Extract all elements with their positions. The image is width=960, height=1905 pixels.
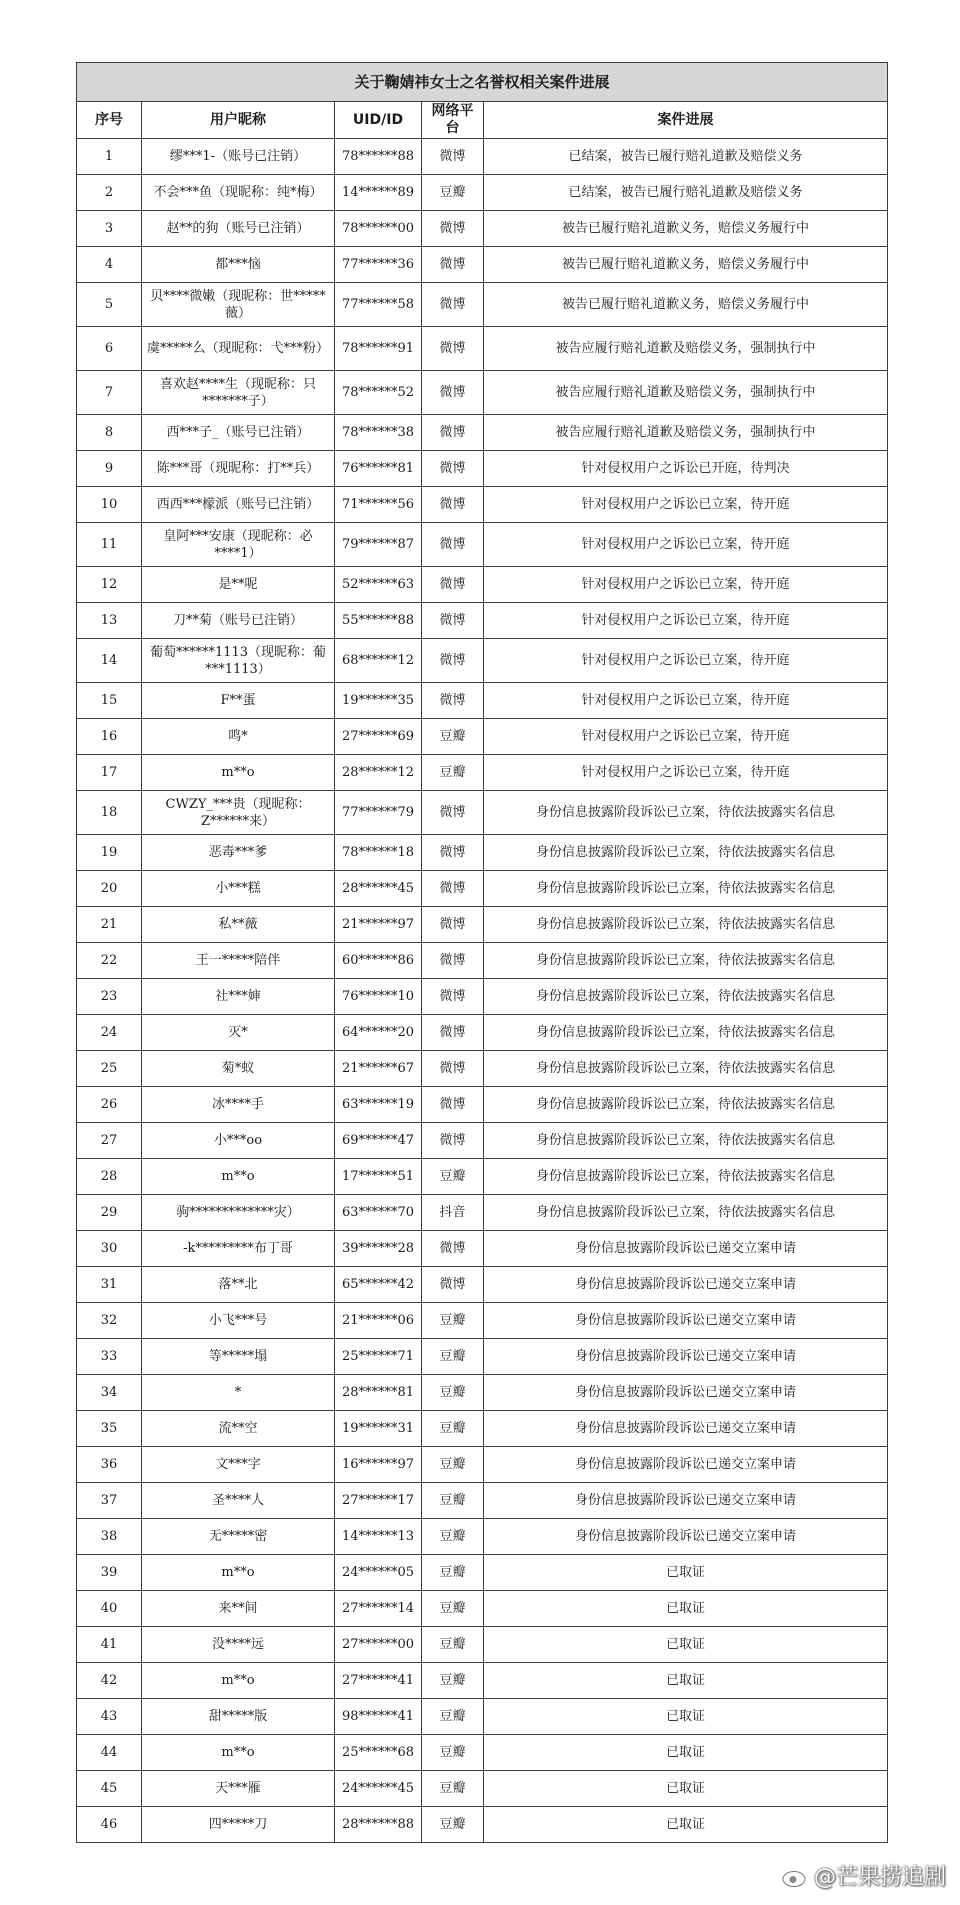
- cell-platform: 豆瓣: [422, 1663, 484, 1699]
- table-row: [77, 1483, 888, 1519]
- cell-uid: 21******97: [335, 907, 422, 943]
- cell-no: 13: [77, 603, 142, 639]
- cell-platform: 微博: [422, 1231, 484, 1267]
- cell-platform: 豆瓣: [422, 1339, 484, 1375]
- table-row: [77, 1303, 888, 1339]
- cell-progress: 已取证: [484, 1699, 888, 1735]
- cell-platform: 微博: [422, 139, 484, 175]
- cell-uid: 19******31: [335, 1411, 422, 1447]
- cell-uid: 25******71: [335, 1339, 422, 1375]
- cell-progress: 身份信息披露阶段诉讼已立案，待依法披露实名信息: [484, 791, 888, 835]
- table-row: [77, 1159, 888, 1195]
- cell-progress: 被告应履行赔礼道歉及赔偿义务，强制执行中: [484, 327, 888, 371]
- cell-uid: 21******06: [335, 1303, 422, 1339]
- cell-platform: 微博: [422, 523, 484, 567]
- cell-no: 4: [77, 247, 142, 283]
- cell-uid: 24******05: [335, 1555, 422, 1591]
- cell-no: 41: [77, 1627, 142, 1663]
- table-row: [77, 1015, 888, 1051]
- cell-uid: 16******97: [335, 1447, 422, 1483]
- cell-progress: 身份信息披露阶段诉讼已递交立案申请: [484, 1339, 888, 1375]
- table-row: [77, 1591, 888, 1627]
- cell-progress: 被告应履行赔礼道歉及赔偿义务，强制执行中: [484, 415, 888, 451]
- cell-nickname: 流**空: [142, 1411, 335, 1447]
- cell-no: 7: [77, 371, 142, 415]
- cell-no: 23: [77, 979, 142, 1015]
- cell-nickname: 虞*****么（现昵称：弋***粉）: [142, 327, 335, 371]
- table-row: [77, 1123, 888, 1159]
- cell-platform: 微博: [422, 979, 484, 1015]
- cell-no: 43: [77, 1699, 142, 1735]
- watermark: [782, 1860, 946, 1891]
- cell-nickname: 陈***哥（现昵称：打**兵）: [142, 451, 335, 487]
- cell-nickname: 圣****人: [142, 1483, 335, 1519]
- cell-no: 33: [77, 1339, 142, 1375]
- cell-uid: 69******47: [335, 1123, 422, 1159]
- cell-nickname: 无*****密: [142, 1519, 335, 1555]
- cell-platform: 微博: [422, 211, 484, 247]
- title-row: [77, 63, 888, 102]
- cell-nickname: -k*********布丁哥: [142, 1231, 335, 1267]
- cell-nickname: 皇阿***安康（现昵称：必****1）: [142, 523, 335, 567]
- cell-progress: 已取证: [484, 1591, 888, 1627]
- case-progress-table: [76, 62, 888, 1843]
- cell-uid: 28******88: [335, 1807, 422, 1843]
- cell-uid: 14******89: [335, 175, 422, 211]
- cell-platform: 微博: [422, 1123, 484, 1159]
- cell-progress: 身份信息披露阶段诉讼已立案，待依法披露实名信息: [484, 1159, 888, 1195]
- cell-no: 21: [77, 907, 142, 943]
- cell-uid: 76******10: [335, 979, 422, 1015]
- cell-progress: 被告已履行赔礼道歉义务，赔偿义务履行中: [484, 211, 888, 247]
- cell-no: 25: [77, 1051, 142, 1087]
- table-row: [77, 979, 888, 1015]
- cell-nickname: 小***糕: [142, 871, 335, 907]
- cell-progress: 身份信息披露阶段诉讼已立案，待依法披露实名信息: [484, 1195, 888, 1231]
- cell-uid: 17******51: [335, 1159, 422, 1195]
- cell-uid: 63******19: [335, 1087, 422, 1123]
- table-row: [77, 1231, 888, 1267]
- cell-no: 14: [77, 639, 142, 683]
- cell-nickname: 西西***檬派（账号已注销）: [142, 487, 335, 523]
- cell-no: 30: [77, 1231, 142, 1267]
- cell-platform: 豆瓣: [422, 1303, 484, 1339]
- cell-progress: 被告应履行赔礼道歉及赔偿义务，强制执行中: [484, 371, 888, 415]
- cell-no: 39: [77, 1555, 142, 1591]
- cell-no: 11: [77, 523, 142, 567]
- cell-no: 28: [77, 1159, 142, 1195]
- cell-no: 8: [77, 415, 142, 451]
- cell-no: 22: [77, 943, 142, 979]
- cell-nickname: 灭*: [142, 1015, 335, 1051]
- cell-nickname: 恶毒***爹: [142, 835, 335, 871]
- table-row: [77, 139, 888, 175]
- header-platform: 网络平台: [422, 102, 484, 139]
- cell-uid: 77******58: [335, 283, 422, 327]
- cell-uid: 63******70: [335, 1195, 422, 1231]
- cell-nickname: F**蛋: [142, 683, 335, 719]
- cell-nickname: 不会***鱼（现昵称：纯*梅）: [142, 175, 335, 211]
- header-uid: UID/ID: [335, 102, 422, 139]
- cell-uid: 27******41: [335, 1663, 422, 1699]
- cell-no: 40: [77, 1591, 142, 1627]
- cell-progress: 针对侵权用户之诉讼已立案，待开庭: [484, 523, 888, 567]
- cell-no: 19: [77, 835, 142, 871]
- cell-uid: 78******91: [335, 327, 422, 371]
- table-row: [77, 487, 888, 523]
- cell-progress: 针对侵权用户之诉讼已立案，待开庭: [484, 639, 888, 683]
- cell-progress: 身份信息披露阶段诉讼已立案，待依法披露实名信息: [484, 979, 888, 1015]
- cell-uid: 64******20: [335, 1015, 422, 1051]
- cell-no: 32: [77, 1303, 142, 1339]
- cell-platform: 豆瓣: [422, 755, 484, 791]
- table-body: [77, 139, 888, 1843]
- cell-uid: 78******38: [335, 415, 422, 451]
- cell-nickname: m**o: [142, 1663, 335, 1699]
- watermark-text: @芒果捞追剧: [813, 1865, 946, 1890]
- cell-nickname: 菊*蚁: [142, 1051, 335, 1087]
- cell-nickname: 西***子_（账号已注销）: [142, 415, 335, 451]
- cell-platform: 微博: [422, 943, 484, 979]
- table-row: [77, 1807, 888, 1843]
- cell-progress: 针对侵权用户之诉讼已立案，待开庭: [484, 683, 888, 719]
- header-no: 序号: [77, 102, 142, 139]
- cell-platform: 微博: [422, 1051, 484, 1087]
- table-row: [77, 327, 888, 371]
- table-row: [77, 523, 888, 567]
- table-row: [77, 371, 888, 415]
- cell-platform: 豆瓣: [422, 1159, 484, 1195]
- cell-uid: 79******87: [335, 523, 422, 567]
- cell-platform: 豆瓣: [422, 1699, 484, 1735]
- table-row: [77, 943, 888, 979]
- cell-nickname: 等*****塌: [142, 1339, 335, 1375]
- cell-progress: 针对侵权用户之诉讼已立案，待开庭: [484, 719, 888, 755]
- table-row: [77, 1051, 888, 1087]
- cell-platform: 微博: [422, 603, 484, 639]
- cell-progress: 身份信息披露阶段诉讼已立案，待依法披露实名信息: [484, 907, 888, 943]
- header-row: [77, 102, 888, 139]
- cell-progress: 已取证: [484, 1771, 888, 1807]
- table-row: [77, 211, 888, 247]
- cell-platform: 微博: [422, 1087, 484, 1123]
- cell-nickname: m**o: [142, 1735, 335, 1771]
- table-row: [77, 1267, 888, 1303]
- cell-progress: 身份信息披露阶段诉讼已立案，待依法披露实名信息: [484, 1087, 888, 1123]
- cell-progress: 已取证: [484, 1627, 888, 1663]
- cell-progress: 已结案，被告已履行赔礼道歉及赔偿义务: [484, 139, 888, 175]
- table-row: [77, 1735, 888, 1771]
- cell-no: 27: [77, 1123, 142, 1159]
- cell-uid: 28******45: [335, 871, 422, 907]
- cell-no: 44: [77, 1735, 142, 1771]
- cell-uid: 71******56: [335, 487, 422, 523]
- cell-no: 34: [77, 1375, 142, 1411]
- cell-progress: 被告已履行赔礼道歉义务，赔偿义务履行中: [484, 247, 888, 283]
- cell-progress: 身份信息披露阶段诉讼已递交立案申请: [484, 1411, 888, 1447]
- table-title: 关于鞠婧祎女士之名誉权相关案件进展: [77, 63, 888, 102]
- cell-no: 46: [77, 1807, 142, 1843]
- cell-progress: 身份信息披露阶段诉讼已递交立案申请: [484, 1303, 888, 1339]
- cell-nickname: *: [142, 1375, 335, 1411]
- cell-no: 12: [77, 567, 142, 603]
- cell-platform: 微博: [422, 835, 484, 871]
- cell-uid: 77******36: [335, 247, 422, 283]
- cell-platform: 豆瓣: [422, 1627, 484, 1663]
- cell-uid: 78******88: [335, 139, 422, 175]
- cell-uid: 78******52: [335, 371, 422, 415]
- cell-nickname: 甜*****版: [142, 1699, 335, 1735]
- cell-uid: 28******81: [335, 1375, 422, 1411]
- table-row: [77, 567, 888, 603]
- cell-no: 6: [77, 327, 142, 371]
- cell-progress: 身份信息披露阶段诉讼已递交立案申请: [484, 1267, 888, 1303]
- cell-uid: 65******42: [335, 1267, 422, 1303]
- cell-progress: 身份信息披露阶段诉讼已立案，待依法披露实名信息: [484, 1015, 888, 1051]
- cell-uid: 28******12: [335, 755, 422, 791]
- cell-platform: 微博: [422, 415, 484, 451]
- table-row: [77, 871, 888, 907]
- cell-no: 15: [77, 683, 142, 719]
- cell-no: 37: [77, 1483, 142, 1519]
- cell-no: 29: [77, 1195, 142, 1231]
- table-row: [77, 1663, 888, 1699]
- table-row: [77, 247, 888, 283]
- cell-nickname: 四*****刀: [142, 1807, 335, 1843]
- cell-platform: 豆瓣: [422, 719, 484, 755]
- cell-platform: 豆瓣: [422, 175, 484, 211]
- cell-no: 24: [77, 1015, 142, 1051]
- cell-nickname: 天***雁: [142, 1771, 335, 1807]
- cell-platform: 豆瓣: [422, 1519, 484, 1555]
- cell-progress: 已结案，被告已履行赔礼道歉及赔偿义务: [484, 175, 888, 211]
- cell-nickname: CWZY_***贵（现昵称：Z******来）: [142, 791, 335, 835]
- table-row: [77, 791, 888, 835]
- table-row: [77, 415, 888, 451]
- cell-no: 26: [77, 1087, 142, 1123]
- cell-platform: 豆瓣: [422, 1735, 484, 1771]
- cell-no: 9: [77, 451, 142, 487]
- cell-uid: 76******81: [335, 451, 422, 487]
- cell-no: 31: [77, 1267, 142, 1303]
- cell-uid: 19******35: [335, 683, 422, 719]
- cell-nickname: 驹*************灾）: [142, 1195, 335, 1231]
- header-progress: 案件进展: [484, 102, 888, 139]
- cell-no: 3: [77, 211, 142, 247]
- header-nickname: 用户昵称: [142, 102, 335, 139]
- table-row: [77, 175, 888, 211]
- table-row: [77, 1087, 888, 1123]
- cell-nickname: 赵**的狗（账号已注销）: [142, 211, 335, 247]
- table-row: [77, 719, 888, 755]
- cell-progress: 身份信息披露阶段诉讼已立案，待依法披露实名信息: [484, 943, 888, 979]
- cell-platform: 豆瓣: [422, 1375, 484, 1411]
- cell-no: 38: [77, 1519, 142, 1555]
- cell-platform: 微博: [422, 1267, 484, 1303]
- cell-nickname: 社***婶: [142, 979, 335, 1015]
- cell-no: 10: [77, 487, 142, 523]
- cell-platform: 豆瓣: [422, 1483, 484, 1519]
- cell-nickname: 鸣*: [142, 719, 335, 755]
- cell-progress: 身份信息披露阶段诉讼已递交立案申请: [484, 1519, 888, 1555]
- cell-uid: 78******18: [335, 835, 422, 871]
- cell-nickname: 都***恼: [142, 247, 335, 283]
- cell-nickname: 小飞***号: [142, 1303, 335, 1339]
- cell-no: 42: [77, 1663, 142, 1699]
- cell-platform: 微博: [422, 907, 484, 943]
- cell-platform: 微博: [422, 371, 484, 415]
- cell-progress: 身份信息披露阶段诉讼已立案，待依法披露实名信息: [484, 835, 888, 871]
- cell-nickname: m**o: [142, 1159, 335, 1195]
- weibo-logo-icon: [782, 1864, 810, 1888]
- cell-progress: 身份信息披露阶段诉讼已递交立案申请: [484, 1483, 888, 1519]
- cell-nickname: 葡萄******1113（现昵称：葡***1113）: [142, 639, 335, 683]
- cell-uid: 21******67: [335, 1051, 422, 1087]
- table-row: [77, 1627, 888, 1663]
- cell-uid: 52******63: [335, 567, 422, 603]
- cell-no: 17: [77, 755, 142, 791]
- cell-platform: 微博: [422, 683, 484, 719]
- cell-progress: 针对侵权用户之诉讼已开庭，待判决: [484, 451, 888, 487]
- cell-nickname: 是**呢: [142, 567, 335, 603]
- cell-progress: 被告已履行赔礼道歉义务，赔偿义务履行中: [484, 283, 888, 327]
- cell-platform: 微博: [422, 1015, 484, 1051]
- cell-uid: 55******88: [335, 603, 422, 639]
- cell-uid: 60******86: [335, 943, 422, 979]
- table-row: [77, 1375, 888, 1411]
- cell-uid: 39******28: [335, 1231, 422, 1267]
- cell-platform: 微博: [422, 487, 484, 523]
- cell-no: 1: [77, 139, 142, 175]
- cell-nickname: 来**间: [142, 1591, 335, 1627]
- cell-progress: 身份信息披露阶段诉讼已立案，待依法披露实名信息: [484, 1051, 888, 1087]
- cell-nickname: 缪***1-（账号已注销）: [142, 139, 335, 175]
- cell-nickname: 私**薇: [142, 907, 335, 943]
- cell-platform: 抖音: [422, 1195, 484, 1231]
- cell-platform: 微博: [422, 567, 484, 603]
- table-row: [77, 639, 888, 683]
- cell-uid: 27******00: [335, 1627, 422, 1663]
- cell-progress: 针对侵权用户之诉讼已立案，待开庭: [484, 567, 888, 603]
- cell-progress: 针对侵权用户之诉讼已立案，待开庭: [484, 487, 888, 523]
- cell-uid: 27******17: [335, 1483, 422, 1519]
- cell-nickname: 冰****手: [142, 1087, 335, 1123]
- cell-uid: 14******13: [335, 1519, 422, 1555]
- cell-no: 18: [77, 791, 142, 835]
- cell-uid: 24******45: [335, 1771, 422, 1807]
- cell-platform: 微博: [422, 247, 484, 283]
- table-row: [77, 603, 888, 639]
- cell-nickname: m**o: [142, 755, 335, 791]
- cell-nickname: 小***oo: [142, 1123, 335, 1159]
- table-row: [77, 1447, 888, 1483]
- cell-no: 45: [77, 1771, 142, 1807]
- table-row: [77, 1195, 888, 1231]
- cell-nickname: m**o: [142, 1555, 335, 1591]
- cell-progress: 已取证: [484, 1555, 888, 1591]
- cell-platform: 微博: [422, 871, 484, 907]
- cell-platform: 微博: [422, 451, 484, 487]
- table-row: [77, 451, 888, 487]
- table-row: [77, 1519, 888, 1555]
- cell-uid: 27******69: [335, 719, 422, 755]
- table-row: [77, 1411, 888, 1447]
- cell-nickname: 没****远: [142, 1627, 335, 1663]
- table-row: [77, 683, 888, 719]
- cell-progress: 身份信息披露阶段诉讼已立案，待依法披露实名信息: [484, 1123, 888, 1159]
- table-row: [77, 1555, 888, 1591]
- table-row: [77, 283, 888, 327]
- cell-platform: 微博: [422, 791, 484, 835]
- cell-progress: 已取证: [484, 1807, 888, 1843]
- cell-nickname: 贝****微嫩（现昵称：世*****薇）: [142, 283, 335, 327]
- cell-platform: 豆瓣: [422, 1555, 484, 1591]
- table-row: [77, 1339, 888, 1375]
- cell-nickname: 刀**菊（账号已注销）: [142, 603, 335, 639]
- cell-no: 36: [77, 1447, 142, 1483]
- cell-progress: 身份信息披露阶段诉讼已递交立案申请: [484, 1231, 888, 1267]
- cell-progress: 针对侵权用户之诉讼已立案，待开庭: [484, 603, 888, 639]
- cell-platform: 微博: [422, 283, 484, 327]
- cell-platform: 微博: [422, 327, 484, 371]
- cell-uid: 77******79: [335, 791, 422, 835]
- cell-nickname: 喜欢赵****生（现昵称：只*******子）: [142, 371, 335, 415]
- cell-platform: 豆瓣: [422, 1447, 484, 1483]
- cell-progress: 身份信息披露阶段诉讼已立案，待依法披露实名信息: [484, 871, 888, 907]
- cell-uid: 68******12: [335, 639, 422, 683]
- table-row: [77, 1699, 888, 1735]
- cell-progress: 已取证: [484, 1735, 888, 1771]
- cell-uid: 25******68: [335, 1735, 422, 1771]
- cell-platform: 豆瓣: [422, 1591, 484, 1627]
- cell-platform: 微博: [422, 639, 484, 683]
- cell-progress: 身份信息披露阶段诉讼已递交立案申请: [484, 1447, 888, 1483]
- cell-platform: 豆瓣: [422, 1411, 484, 1447]
- cell-uid: 98******41: [335, 1699, 422, 1735]
- cell-no: 20: [77, 871, 142, 907]
- cell-nickname: 落**北: [142, 1267, 335, 1303]
- cell-progress: 针对侵权用户之诉讼已立案，待开庭: [484, 755, 888, 791]
- cell-platform: 豆瓣: [422, 1807, 484, 1843]
- cell-uid: 27******14: [335, 1591, 422, 1627]
- cell-no: 5: [77, 283, 142, 327]
- cell-no: 35: [77, 1411, 142, 1447]
- table-row: [77, 835, 888, 871]
- cell-no: 16: [77, 719, 142, 755]
- cell-progress: 已取证: [484, 1663, 888, 1699]
- table-row: [77, 1771, 888, 1807]
- table-row: [77, 755, 888, 791]
- cell-uid: 78******00: [335, 211, 422, 247]
- cell-progress: 身份信息披露阶段诉讼已递交立案申请: [484, 1375, 888, 1411]
- cell-nickname: 文***字: [142, 1447, 335, 1483]
- cell-nickname: 王一*****陪伴: [142, 943, 335, 979]
- cell-no: 2: [77, 175, 142, 211]
- cell-platform: 豆瓣: [422, 1771, 484, 1807]
- table-row: [77, 907, 888, 943]
